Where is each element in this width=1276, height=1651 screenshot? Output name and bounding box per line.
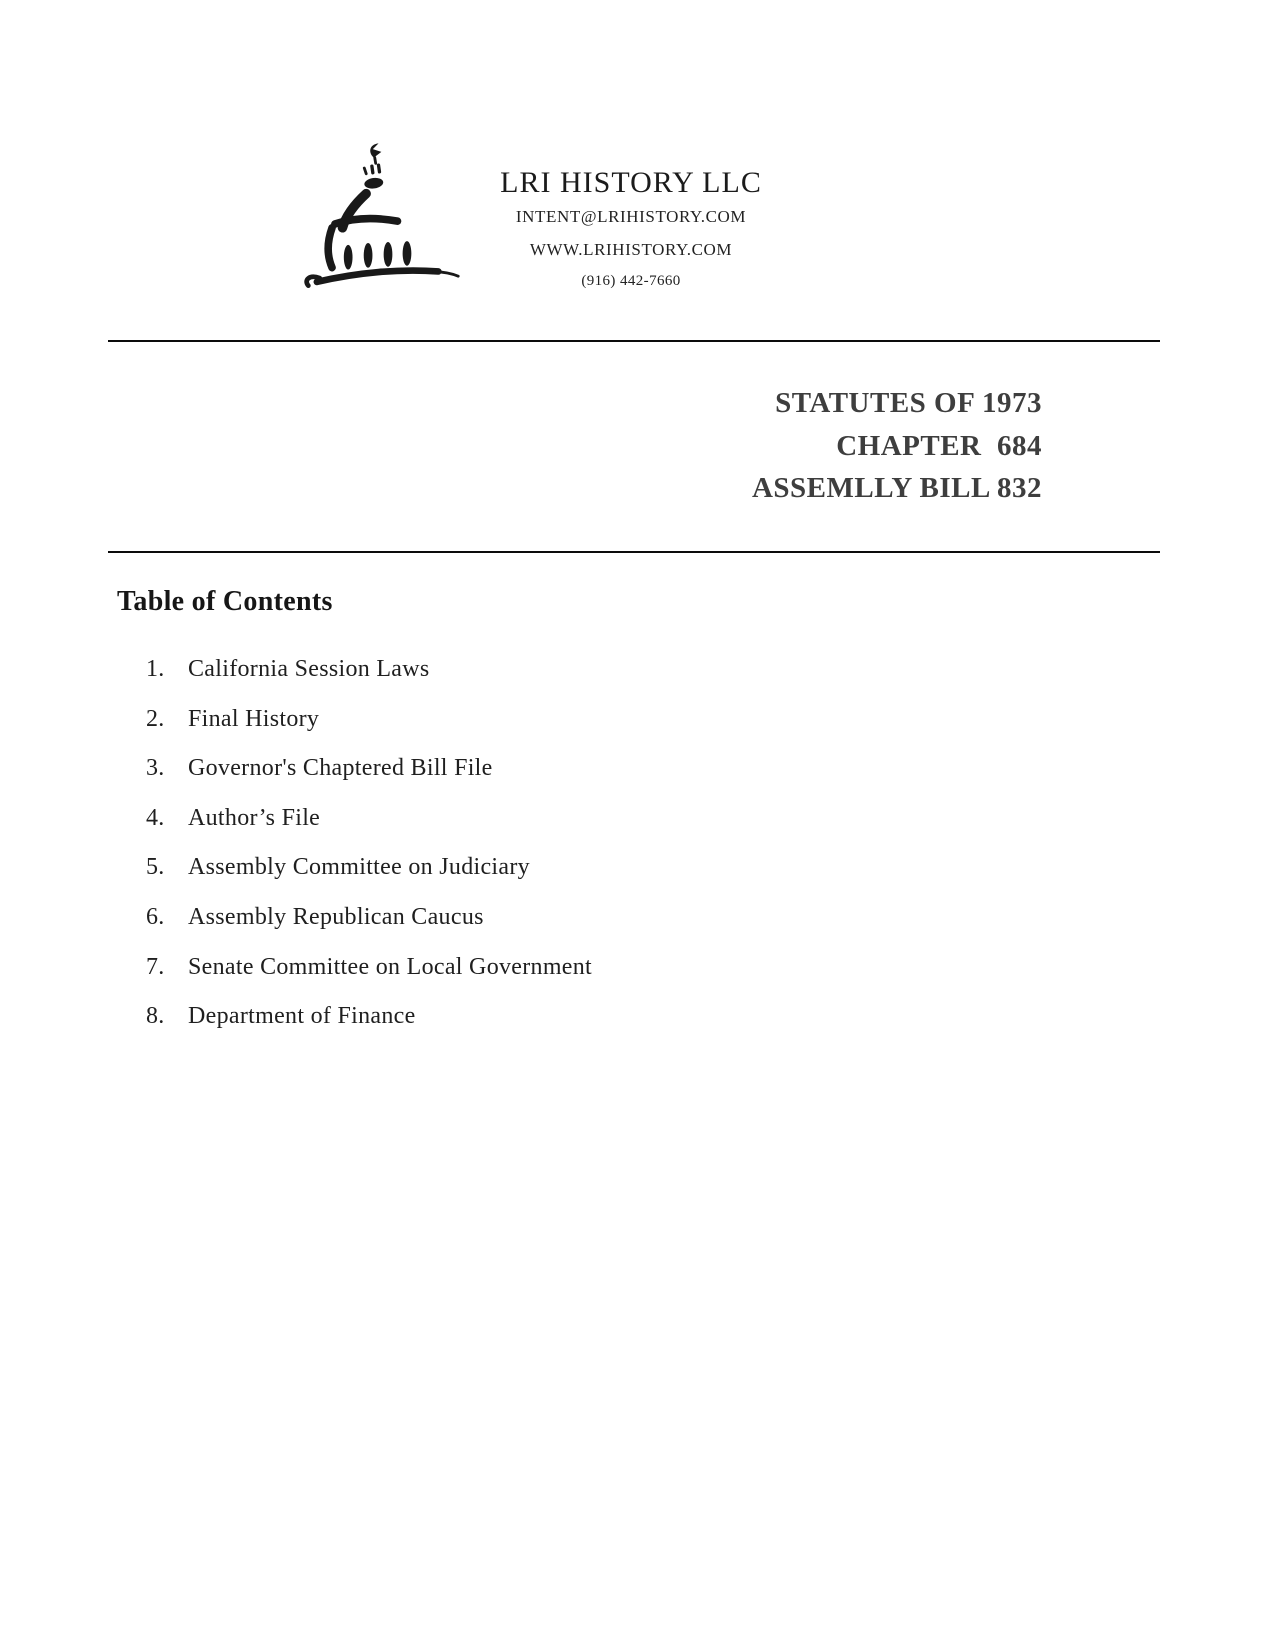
title-line-bill: ASSEMLLY BILL 832	[751, 472, 1042, 504]
toc-item-label: California Session Laws	[188, 656, 430, 682]
toc-item-number: 3.	[146, 755, 165, 782]
toc-item-number: 4.	[146, 804, 165, 831]
document-title-block	[752, 382, 1042, 510]
toc-item	[146, 744, 592, 794]
toc-item-label: Assembly Committee on Judiciary	[188, 854, 530, 881]
title-divider	[108, 551, 1160, 553]
title-line-chapter: CHAPTER 684	[836, 429, 1042, 462]
toc-item-label: Governor's Chaptered Bill File	[188, 755, 493, 782]
header-divider	[108, 340, 1160, 342]
toc-item-label: Final History	[188, 705, 320, 732]
toc-item	[146, 893, 592, 943]
toc-item-number: 6.	[146, 903, 165, 930]
toc-heading: Table of Contents	[117, 586, 333, 617]
toc-item-label: Senate Committee on Local Government	[188, 953, 593, 980]
letterhead	[431, 166, 831, 297]
company-phone: (916) 442-7660	[581, 273, 681, 289]
title-line-statutes: STATUTES OF 1973	[775, 387, 1042, 419]
toc-list	[146, 645, 592, 1042]
toc-item-number: 8.	[146, 1003, 165, 1030]
toc-item-number: 7.	[146, 953, 165, 980]
toc-item-number: 2.	[146, 705, 165, 732]
company-email: INTENT@LRIHISTORY.COM	[515, 207, 747, 226]
toc-item-label: Author’s File	[188, 804, 321, 831]
toc-item-number: 5.	[146, 854, 165, 881]
company-name: LRI HISTORY LLC	[500, 166, 762, 199]
toc-item	[146, 843, 592, 893]
toc-item	[146, 943, 592, 993]
toc-item-label: Assembly Republican Caucus	[188, 903, 484, 930]
toc-item	[146, 992, 592, 1042]
toc-item-number: 1.	[146, 656, 165, 682]
toc-item	[146, 645, 592, 695]
toc-item	[146, 794, 592, 844]
toc-item	[146, 695, 592, 745]
company-website: WWW.LRIHISTORY.COM	[529, 240, 733, 259]
toc-item-label: Department of Finance	[188, 1003, 416, 1030]
